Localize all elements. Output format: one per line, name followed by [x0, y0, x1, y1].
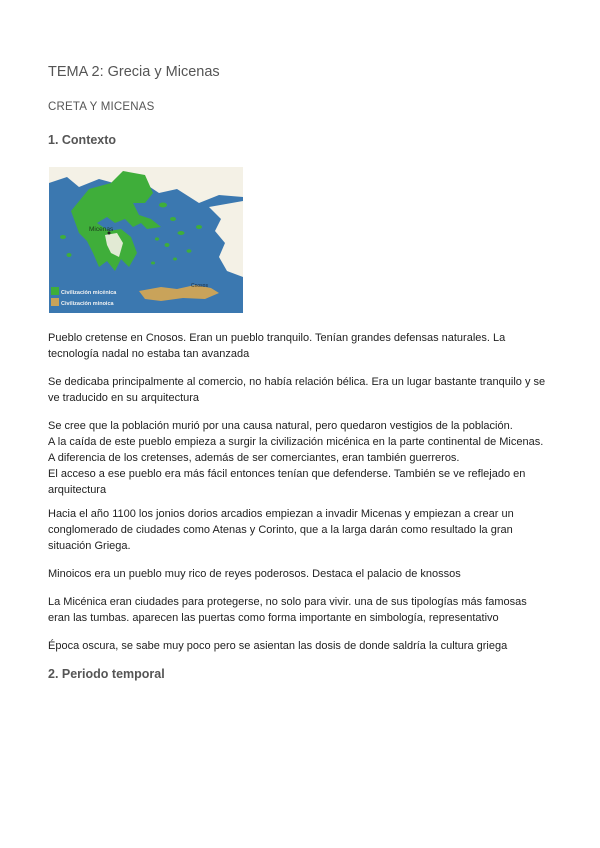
map-city-label-cnosos: Cnosos: [191, 283, 208, 289]
paragraph-line: conglomerado de ciudades como Atenas y Corinto, que a la larga darán como resultado la gran: [48, 524, 513, 536]
paragraph-5: [48, 566, 553, 582]
legend-swatch-minoan: [51, 298, 59, 306]
paragraph-line: ve traducido en su arquitectura: [48, 392, 200, 404]
paragraph-7: [48, 638, 553, 654]
legend-label-minoan: Civilización minoica: [61, 301, 114, 307]
paragraph-line: El acceso a ese pueblo era más fácil entonces tenían que defenderse. También se ve reflejado en: [48, 468, 526, 480]
paragraph-line: situación Griega.: [48, 540, 131, 552]
greece-map-image: [49, 167, 243, 313]
paragraph-line: arquitectura: [48, 484, 107, 496]
section-heading-periodo: 2. Periodo temporal: [48, 667, 165, 681]
paragraph-line: A diferencia de los cretenses, además de ser comerciantes, eran también guerreros.: [48, 452, 460, 464]
paragraph-line: eran las tumbas. aparecen las puertas como forma importante en simbología, representativo: [48, 612, 499, 624]
paragraph-line: La Micénica eran ciudades para protegerse, no solo para vivir. una de sus tipologías más famosas: [48, 596, 527, 608]
legend-swatch-mycenaean: [51, 287, 59, 295]
paragraph-2: [48, 374, 553, 406]
document-subtitle: CRETA Y MICENAS: [48, 101, 155, 113]
paragraph-line: A la caída de este pueblo empieza a surgir la civilización micénica en la parte continental de Micenas.: [48, 436, 544, 448]
paragraph-line: Minoicos era un pueblo muy rico de reyes poderosos. Destaca el palacio de knossos: [48, 568, 461, 580]
paragraph-3: [48, 418, 553, 498]
paragraph-line: tecnología nadal no estaba tan avanzada: [48, 348, 250, 360]
section-heading-contexto: 1. Contexto: [48, 133, 117, 147]
paragraph-line: Se dedicaba principalmente al comercio, no había relación bélica. Era un lugar bastante tranquilo y se: [48, 376, 546, 388]
paragraph-4: [48, 506, 553, 554]
paragraph-6: [48, 594, 553, 626]
legend-label-mycenaean: Civilización micénica: [61, 290, 117, 296]
map-city-label-micenas: Micenas: [89, 226, 114, 233]
document-title: TEMA 2: Grecia y Micenas: [48, 64, 220, 80]
paragraph-1: [48, 330, 553, 362]
paragraph-line: Se cree que la población murió por una causa natural, pero quedaron vestigios de la población.: [48, 420, 513, 432]
paragraph-line: Hacia el año 1100 los jonios dorios arcadios empiezan a invadir Micenas y empiezan a crear un: [48, 508, 514, 520]
paragraph-line: Pueblo cretense en Cnosos. Eran un pueblo tranquilo. Tenían grandes defensas naturales. La: [48, 332, 506, 344]
paragraph-line: Época oscura, se sabe muy poco pero se asientan las dosis de donde saldría la cultura griega: [48, 640, 508, 652]
